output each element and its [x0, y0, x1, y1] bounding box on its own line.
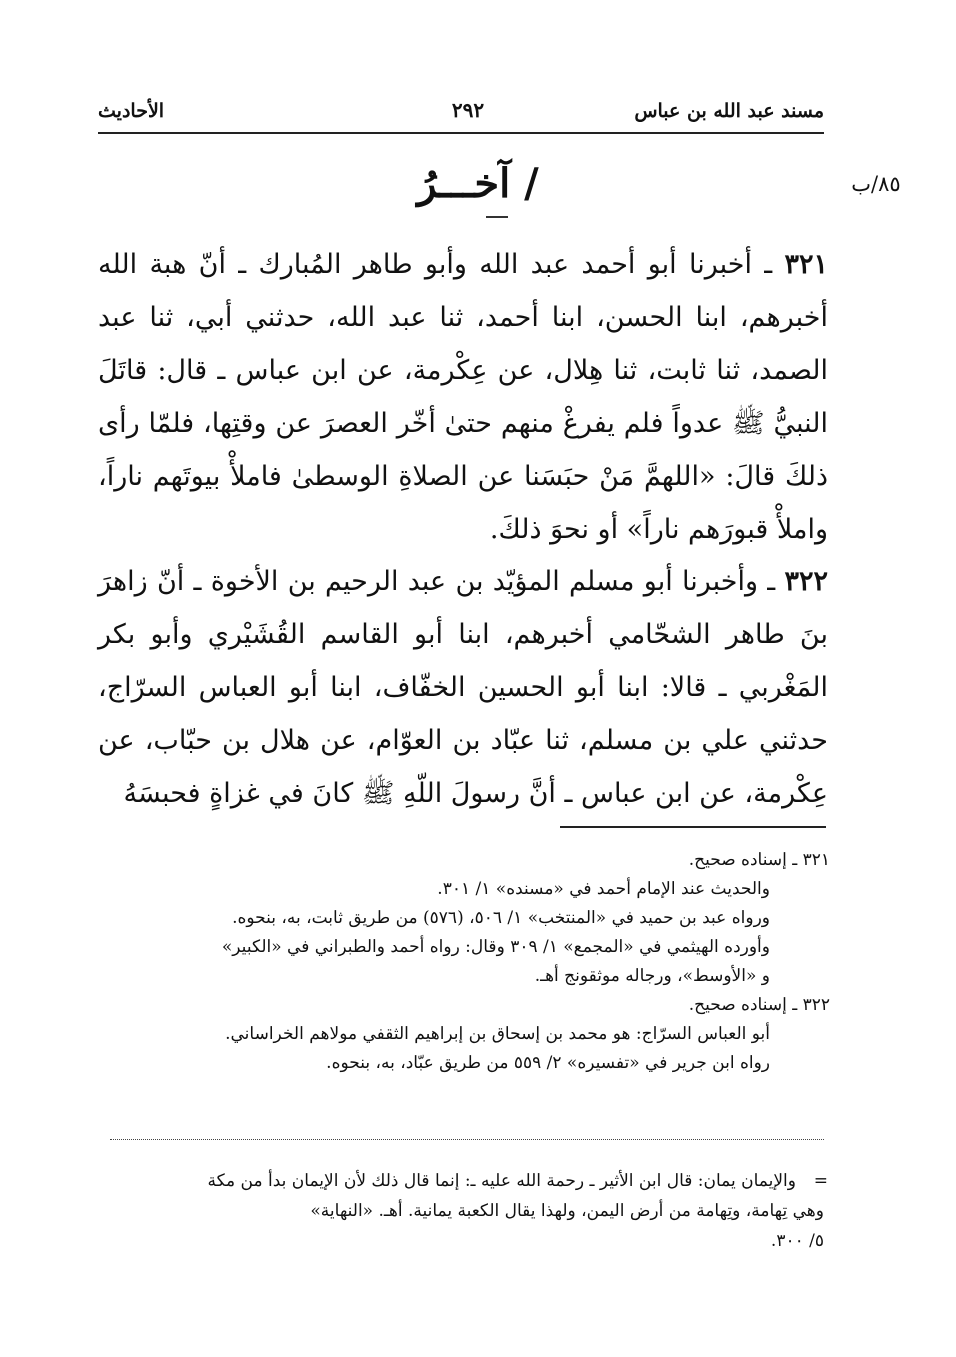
continued-footnote-line: وهي تِهامة، وتِهامة من أرض اليمن، ولهذا يقال الكعبة يمانية. أهـ. «النهاية» [310, 1201, 824, 1221]
footnote-rule [560, 826, 826, 828]
dotted-separator [110, 1139, 824, 1140]
footnotes [150, 846, 830, 1078]
manuscript-folio-note: ٨٥/ب [851, 172, 901, 196]
page-number: ٢٩٢ [451, 98, 485, 122]
continued-footnote-line [108, 1166, 828, 1196]
footnote-line: رواه ابن جرير في «تفسيره» ٢/ ٥٥٩ من طريق عبّاد، به، بنحوه. [326, 1053, 770, 1073]
continued-text: والإيمان يمان: قال ابن الأثير ـ رحمة الله عليه ـ: إنما قال ذلك لأن الإيمان بدأ من مكة [207, 1171, 796, 1191]
hadith-text: ـ أخبرنا أبو أحمد عبد الله وأبو طاهر المُبارك ـ أنّ هبة الله أخبرهم، ابنا الحسن، ابنا أحمد، ثنا عبد الله، حدثني أبي، ثنا عبد الصمد، ثنا ثابت، ثنا هِلال، عن عِكْرمة، عن ابن عباس ـ قال: قاتَلَ النبيُّ ﷺ عدواً فلم يفرغْ منهم حتىٰ أخّر العصرَ عن وقتِها، فلمّا رأى ذلكَ قالَ: «اللهمَّ مَنْ حبَسَنا عن الصلاةِ الوسطىٰ فاملأْ بيوتَهم ناراً، واملأْ قبورَهم ناراً» أو نحوَ ذلكَ. [98, 249, 828, 545]
footnote-line: أبو العباس السرّاج: هو محمد بن إسحاق بن إبراهيم الثقفي مولاهم الخراساني. [225, 1024, 770, 1044]
hadith-322 [98, 555, 828, 820]
continued-footnote-line: ٥/ ٣٠٠. [770, 1231, 824, 1251]
footnote-line: والحديث عند الإمام أحمد في «مسنده» ١/ ٣٠١. [437, 879, 770, 899]
running-head [98, 96, 824, 130]
book-title: مسند عبد الله بن عباس [634, 100, 824, 122]
section-title: / آخـــرُ [417, 160, 539, 207]
header-rule [98, 132, 824, 134]
hadith-text: ـ وأخبرنا أبو مسلم المؤيّد بن عبد الرحيم بن الأخوة ـ أنّ زاهرَ بنَ طاهر الشحّامي أخبرهم، ابنا أبو القاسم القُشَيْري وأبو بكر المَغْربي ـ قالا: ابنا أبو الحسين الخفّاف، ابنا أبو العباس السرّاج، حدثني علي بن مسلم، ثنا عبّاد بن العوّام، عن هلال بن حبّاب، عن عِكْرمة، عن ابن عباس ـ أنَّ رسولَ اللّهِ ﷺ كانَ في غزاةٍ فحبسَهُ [98, 566, 828, 809]
hadith-number: ٣٢٢ [784, 566, 828, 597]
hadith-321 [98, 238, 828, 556]
continued-footnote [108, 1166, 828, 1256]
footnote-line: ورواه عبد بن حميد في «المنتخب» ١/ ٥٠٦، (٥٧٦) من طريق ثابت، به، بنحوه. [232, 908, 770, 928]
footnote-line: و «الأوسط»، ورجاله موثقونج أهـ. [534, 966, 770, 986]
continuation-marker: = [813, 1171, 828, 1191]
section-name: الأحاديث [98, 100, 165, 122]
footnote-heading: ٣٢٢ ـ إسناده صحيح. [688, 995, 830, 1015]
title-dash [486, 216, 508, 218]
footnote-heading: ٣٢١ ـ إسناده صحيح. [688, 850, 830, 870]
footnote-line: وأورده الهيثمي في «المجمع» ١/ ٣٠٩ وقال: رواه أحمد والطبراني في «الكبير» [221, 937, 770, 957]
hadith-number: ٣٢١ [784, 249, 828, 280]
